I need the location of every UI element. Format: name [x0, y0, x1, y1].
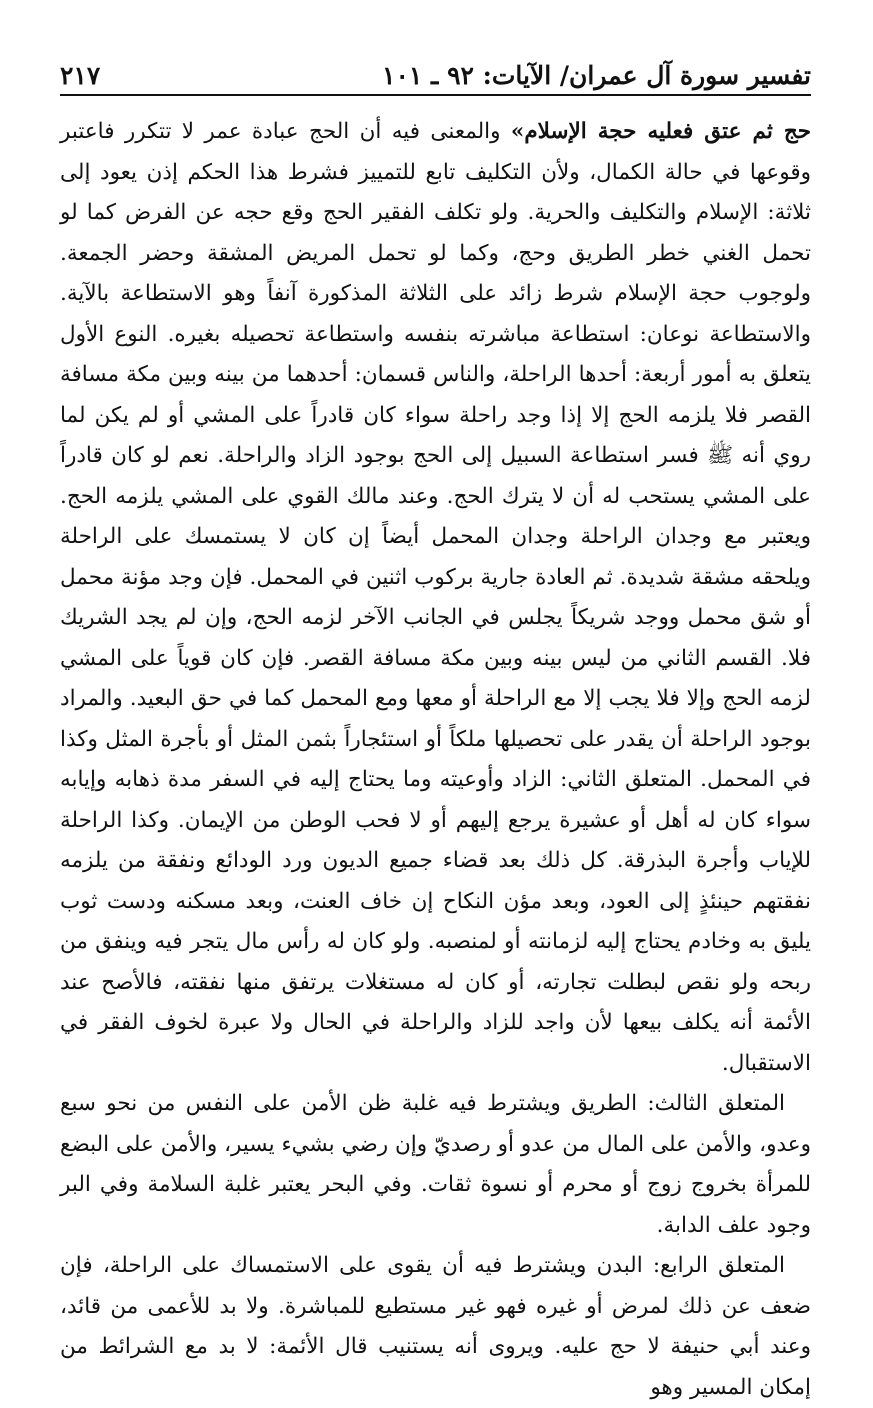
page-number: ٢١٧	[60, 61, 101, 90]
paragraph-1	[60, 112, 811, 1084]
body-text	[60, 112, 811, 1408]
paragraph-1-text: والمعنى فيه أن الحج عبادة عمر لا تتكرر فاعتبر وقوعها في حالة الكمال، ولأن التكليف تابع للتمييز فشرط هذا الحكم إذن يعود إلى ثلاثة: الإسلام والتكليف والحرية. ولو تكلف الفقير الحج وقع حجه عن الفرض كما لو تحمل الغني خطر الطريق وحج، وكما لو تحمل المريض المشقة وحضر الجمعة. ولوجوب حجة الإسلام شرط زائد على الثلاثة المذكورة آنفاً وهو الاستطاعة بالآية. والاستطاعة نوعان: استطاعة مباشرته بنفسه واستطاعة تحصيله بغيره. النوع الأول يتعلق به أمور أربعة: أحدها الراحلة، والناس قسمان: أحدهما من بينه وبين مكة مسافة القصر فلا يلزمه الحج إلا إذا وجد راحلة سواء كان قادراً على المشي أو لم يكن لما روي أنه ﷺ فسر استطاعة السبيل إلى الحج بوجود الزاد والراحلة. نعم لو كان قادراً على المشي يستحب له أن لا يترك الحج. وعند مالك القوي على المشي يلزمه الحج. ويعتبر مع وجدان الراحلة وجدان المحمل أيضاً إن كان لا يستمسك على الراحلة ويلحقه مشقة شديدة. ثم العادة جارية بركوب اثنين في المحمل. فإن وجد مؤنة محمل أو شق محمل ووجد شريكاً يجلس في الجانب الآخر لزمه الحج، وإن لم يجد الشريك فلا. القسم الثاني من ليس بينه وبين مكة مسافة القصر. فإن كان قوياً على المشي لزمه الحج وإلا فلا يجب إلا مع الراحلة أو معها ومع المحمل كما في حق البعيد. والمراد بوجود الراحلة أن يقدر على تحصيلها ملكاً أو استئجاراً بثمن المثل أو بأجرة المثل وكذا في المحمل. المتعلق الثاني: الزاد وأوعيته وما يحتاج إليه في السفر مدة ذهابه وإيابه سواء كان له أهل أو عشيرة يرجع إليهم أو لا فحب الوطن من الإيمان. وكذا الراحلة للإياب وأجرة البذرقة. كل ذلك بعد قضاء جميع الديون ورد الودائع ونفقة من يلزمه نفقتهم حينئذٍ إلى العود، وبعد مؤن النكاح إن خاف العنت، وبعد مسكنه ودست ثوب يليق به وخادم يحتاج إليه لزمانته أو لمنصبه. ولو كان له رأس مال يتجر فيه وينفق من ربحه ولو نقص لبطلت تجارته، أو كان له مستغلات يرتفق منها نفقته، فالأصح عند الأئمة أنه يكلف بيعها لأن واجد للزاد والراحلة في الحال ولا عبرة لخوف الفقر في الاستقبال.	[60, 119, 811, 1076]
paragraph-2: المتعلق الثالث: الطريق ويشترط فيه غلبة ظن الأمن على النفس من نحو سبع وعدو، والأمن على المال من عدو أو رصديّ وإن رضي بشيء يسير، والأمن على البضع للمرأة بخروج زوج أو محرم أو نسوة ثقات. وفي البحر يعتبر غلبة السلامة وفي البر وجود علف الدابة.	[60, 1091, 811, 1238]
running-title: تفسير سورة آل عمران/ الآيات: ٩٢ ـ ١٠١	[382, 61, 811, 90]
page-header	[60, 52, 811, 96]
paragraph-3: المتعلق الرابع: البدن ويشترط فيه أن يقوى على الاستمساك على الراحلة، فإن ضعف عن ذلك لمرض أو غيره فهو غير مستطيع للمباشرة. ولا بد للأعمى من قائد، وعند أبي حنيفة لا حج عليه. ويروى أنه يستنيب قال الأئمة: لا بد مع الشرائط من إمكان المسير وهو	[60, 1253, 811, 1400]
hadith-quote-end: حج ثم عتق فعليه حجة الإسلام»	[510, 119, 811, 144]
